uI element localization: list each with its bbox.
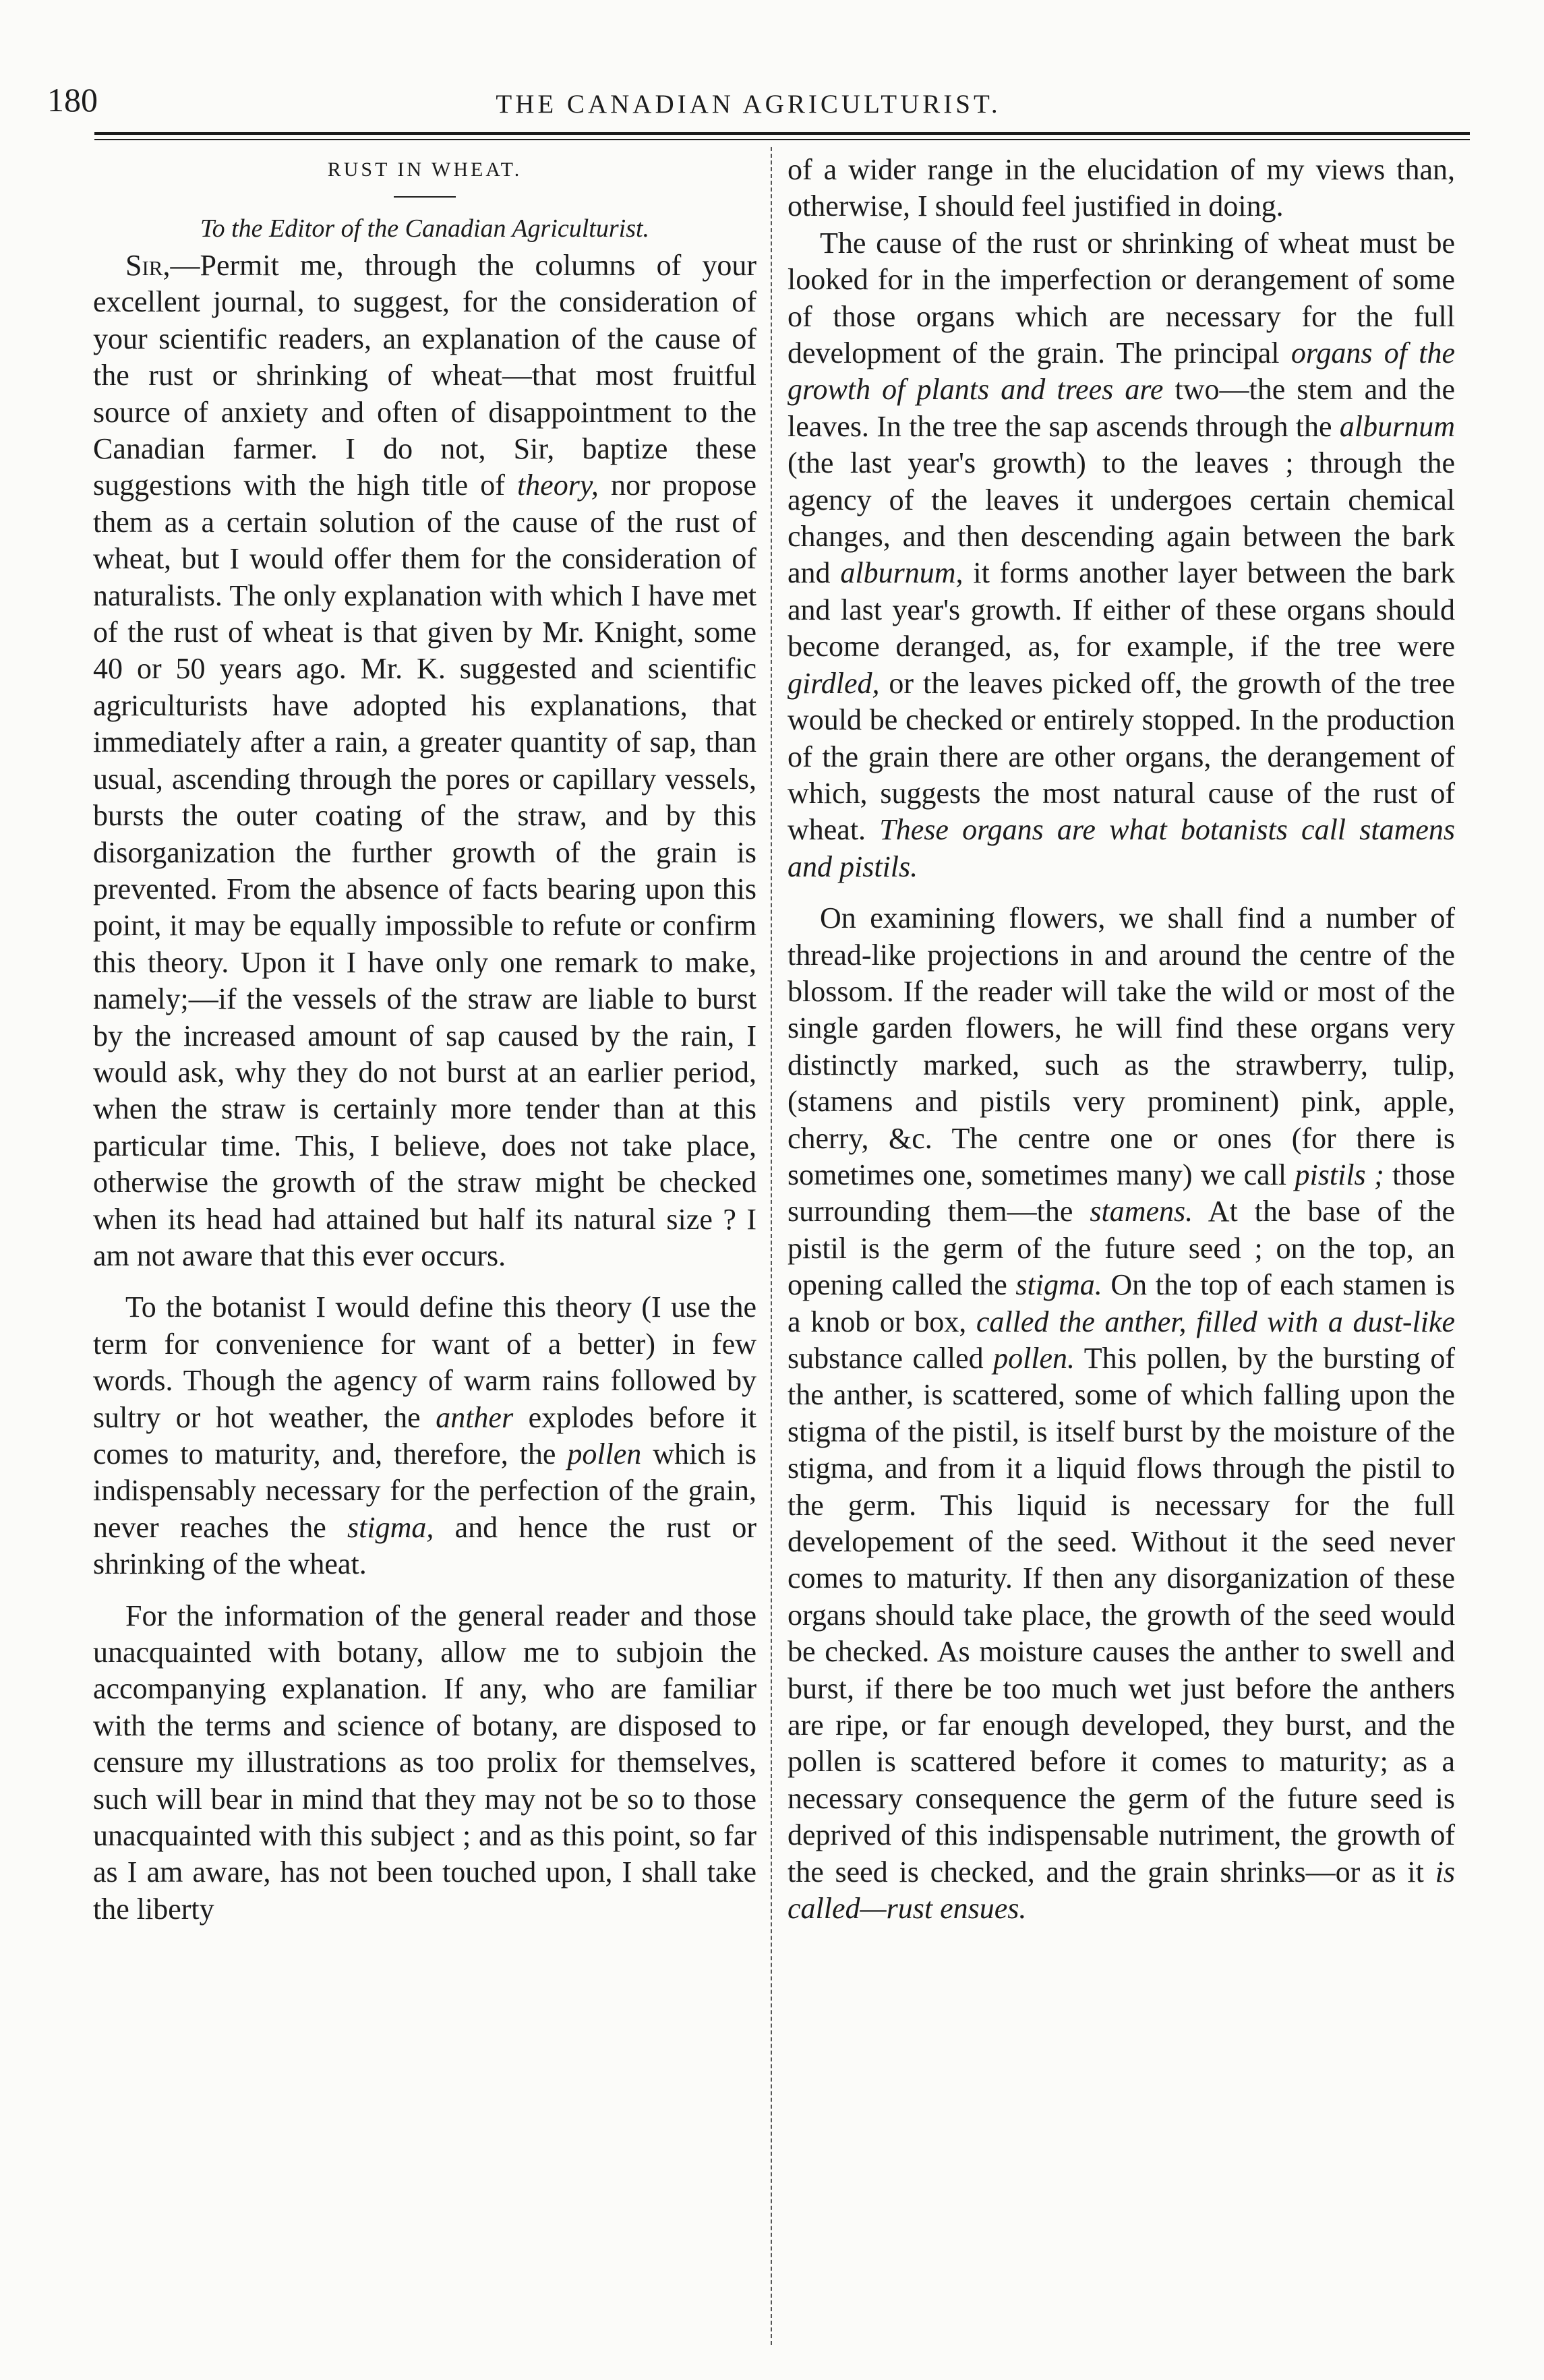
paragraph-text: On the top of each stamen is a knob or box, [788, 1268, 1455, 1338]
emphasis-text: called the anther, filled with a dust-like [976, 1305, 1456, 1338]
emphasis-text: pistils ; [1295, 1158, 1384, 1191]
emphasis-text: alburnum [1339, 409, 1455, 443]
paragraph-text: At the base of the pistil is the germ of the future seed ; on the top, an opening called the [788, 1195, 1455, 1302]
paragraph-text: those surrounding them—the [788, 1158, 1456, 1228]
column-divider [771, 147, 772, 2345]
paragraph-2 [93, 1289, 756, 1582]
paragraph-1 [93, 247, 756, 1274]
emphasis-text: and [788, 850, 832, 883]
paragraph-text: —Permit me, through the columns of your excellent journal, to suggest, for the consideration of your scientific readers, an explanation of the cause of the rust or shrinking of wheat—that most fruitful source of anxiety and often of disappointment to the Canadian farmer. I do not, Sir, baptize these suggestions with the high title of [93, 249, 756, 502]
journal-title: THE CANADIAN AGRICULTURIST. [496, 90, 1001, 119]
header-rule-thick [94, 132, 1470, 135]
emphasis-text: These organs are what botanists call [879, 813, 1346, 847]
emphasis-text: organs of the growth of plants and trees are [788, 336, 1456, 407]
paragraph-text: it forms another layer between the bark and last year's growth. If either of these organs should become deranged, as, for example, if the tree were [788, 556, 1455, 663]
title-rule [394, 196, 456, 198]
paragraph-5 [788, 900, 1455, 1927]
emphasis-text: stamens. [1090, 1195, 1193, 1228]
emphasis-text: girdled, [788, 666, 880, 700]
emphasis-text: anther [436, 1400, 514, 1434]
paragraph-text: substance called [788, 1342, 994, 1375]
left-column [93, 152, 756, 1928]
paragraph-4 [788, 225, 1455, 885]
paragraph-text: explodes before it comes to maturity, and, therefore, the [93, 1400, 757, 1470]
emphasis-text: pollen. [993, 1342, 1075, 1375]
paragraph-text: which is indispensably necessary for the perfection of the grain, never reaches the [93, 1437, 756, 1544]
emphasis-text: stigma, [347, 1510, 434, 1544]
paragraph-text: or the leaves picked off, the growth of the tree would be checked or entirely stopped. In the production of the grain there are other organs, the derangement of which, suggests the most natural cause of the rust of wheat. [788, 666, 1455, 847]
emphasis-text: is called—rust ensues. [788, 1855, 1455, 1926]
paragraph-text: two—the stem and the leaves. In the tree the sap ascends through the [788, 373, 1455, 443]
page-number: 180 [47, 81, 98, 119]
paragraph-text: To the botanist I would define this theory (I use the term for convenience for want of a better) in few words. Though the agency of warm rains followed by sultry or hot weather, the [93, 1290, 756, 1434]
dedication-line: To the Editor of the Canadian Agriculturist. [200, 214, 650, 243]
emphasis-text: stigma. [1015, 1268, 1102, 1302]
paragraph-text: and hence the rust or shrinking of the wheat. [93, 1510, 756, 1581]
right-column [788, 152, 1455, 1928]
emphasis-text: pistils. [839, 850, 918, 883]
paragraph-text: This pollen, by the bursting of the anther, is scattered, some of which falling upon the stigma of the pistil, is itself burst by the moisture of the stigma, and from it a liquid flows through the pistil to the germ. This liquid is necessary for the full developement of the seed. Without it the seed never comes to maturity. If then any disorganization of these organs should take place, the growth of the seed would be checked. As moisture causes the anther to swell and burst, if there be too much wet just before the anthers are ripe, or far enough developed, they burst, and the pollen is scattered before it comes to maturity; as a necessary consequence the germ of the future seed is deprived of this indispensable nutriment, the growth of the seed is checked, and the grain shrinks—or as it [788, 1342, 1455, 1888]
paragraph-text: The cause of the rust or shrinking of wheat must be looked for in the imperfection or derangement of some of those organs which are necessary for the full development of the grain. The principal [788, 226, 1455, 370]
paragraph-text: (the last year's growth) to the leaves ; through the agency of the leaves it undergoes certain chemical changes, and then descending again between the bark and [788, 446, 1455, 590]
salutation: Sir, [125, 249, 171, 282]
emphasis-text: pollen [567, 1437, 642, 1470]
header-rule-thin [94, 139, 1470, 140]
paragraph-3-continued: of a wider range in the elucidation of my views than, otherwise, I should feel justified in doing. [788, 153, 1455, 223]
page-header [47, 80, 1450, 133]
paragraph-3: For the information of the general reader and those unacquainted with botany, allow me to subjoin the accompanying explanation. If any, who are familiar with the terms and science of botany, are disposed to censure my illustrations as too prolix for themselves, such will bear in mind that they may not be so to those unacquainted with this subject ; and as this point, so far as I am aware, has not been touched upon, I shall take the liberty [93, 1599, 756, 1926]
emphasis-text: theory, [516, 469, 599, 502]
paragraph-text: On examining flowers, we shall find a number of thread-like projections in and around the centre of the blossom. If the reader will take the wild or most of the single garden flowers, he will find these organs very distinctly marked, such as the strawberry, tulip, (stamens and pistils very prominent) pink, apple, cherry, &c. The centre one or ones (for there is sometimes one, sometimes many) we call [788, 901, 1455, 1191]
emphasis-text: stamens [1359, 813, 1455, 847]
paragraph-text: nor propose them as a certain solution of the cause of the rust of wheat, but I would offer them for the consideration of naturalists. The only explanation with which I have met of the rust of wheat is that given by Mr. Knight, some 40 or 50 years ago. Mr. K. suggested and scientific agriculturists have adopted his explanations, that immediately after a rain, a greater quantity of sap, than usual, ascending through the pores or capillary vessels, bursts the outer coating of the straw, and by this disorganization the further growth of the grain is prevented. From the absence of facts bearing upon this point, it may be equally impossible to refute or confirm this theory. Upon it I have only one remark to make, namely;—if the vessels of the straw are liable to burst by the increased amount of sap caused by the rain, I would ask, why they do not burst at an earlier period, when the straw is certainly more tender than at this particular time. This, I believe, does not take place, otherwise the growth of the straw might be checked when its head had attained but half its natural size ? I am not aware that this ever occurs. [93, 469, 756, 1272]
emphasis-text: alburnum, [840, 556, 963, 590]
article-title: RUST IN WHEAT. [327, 158, 523, 181]
